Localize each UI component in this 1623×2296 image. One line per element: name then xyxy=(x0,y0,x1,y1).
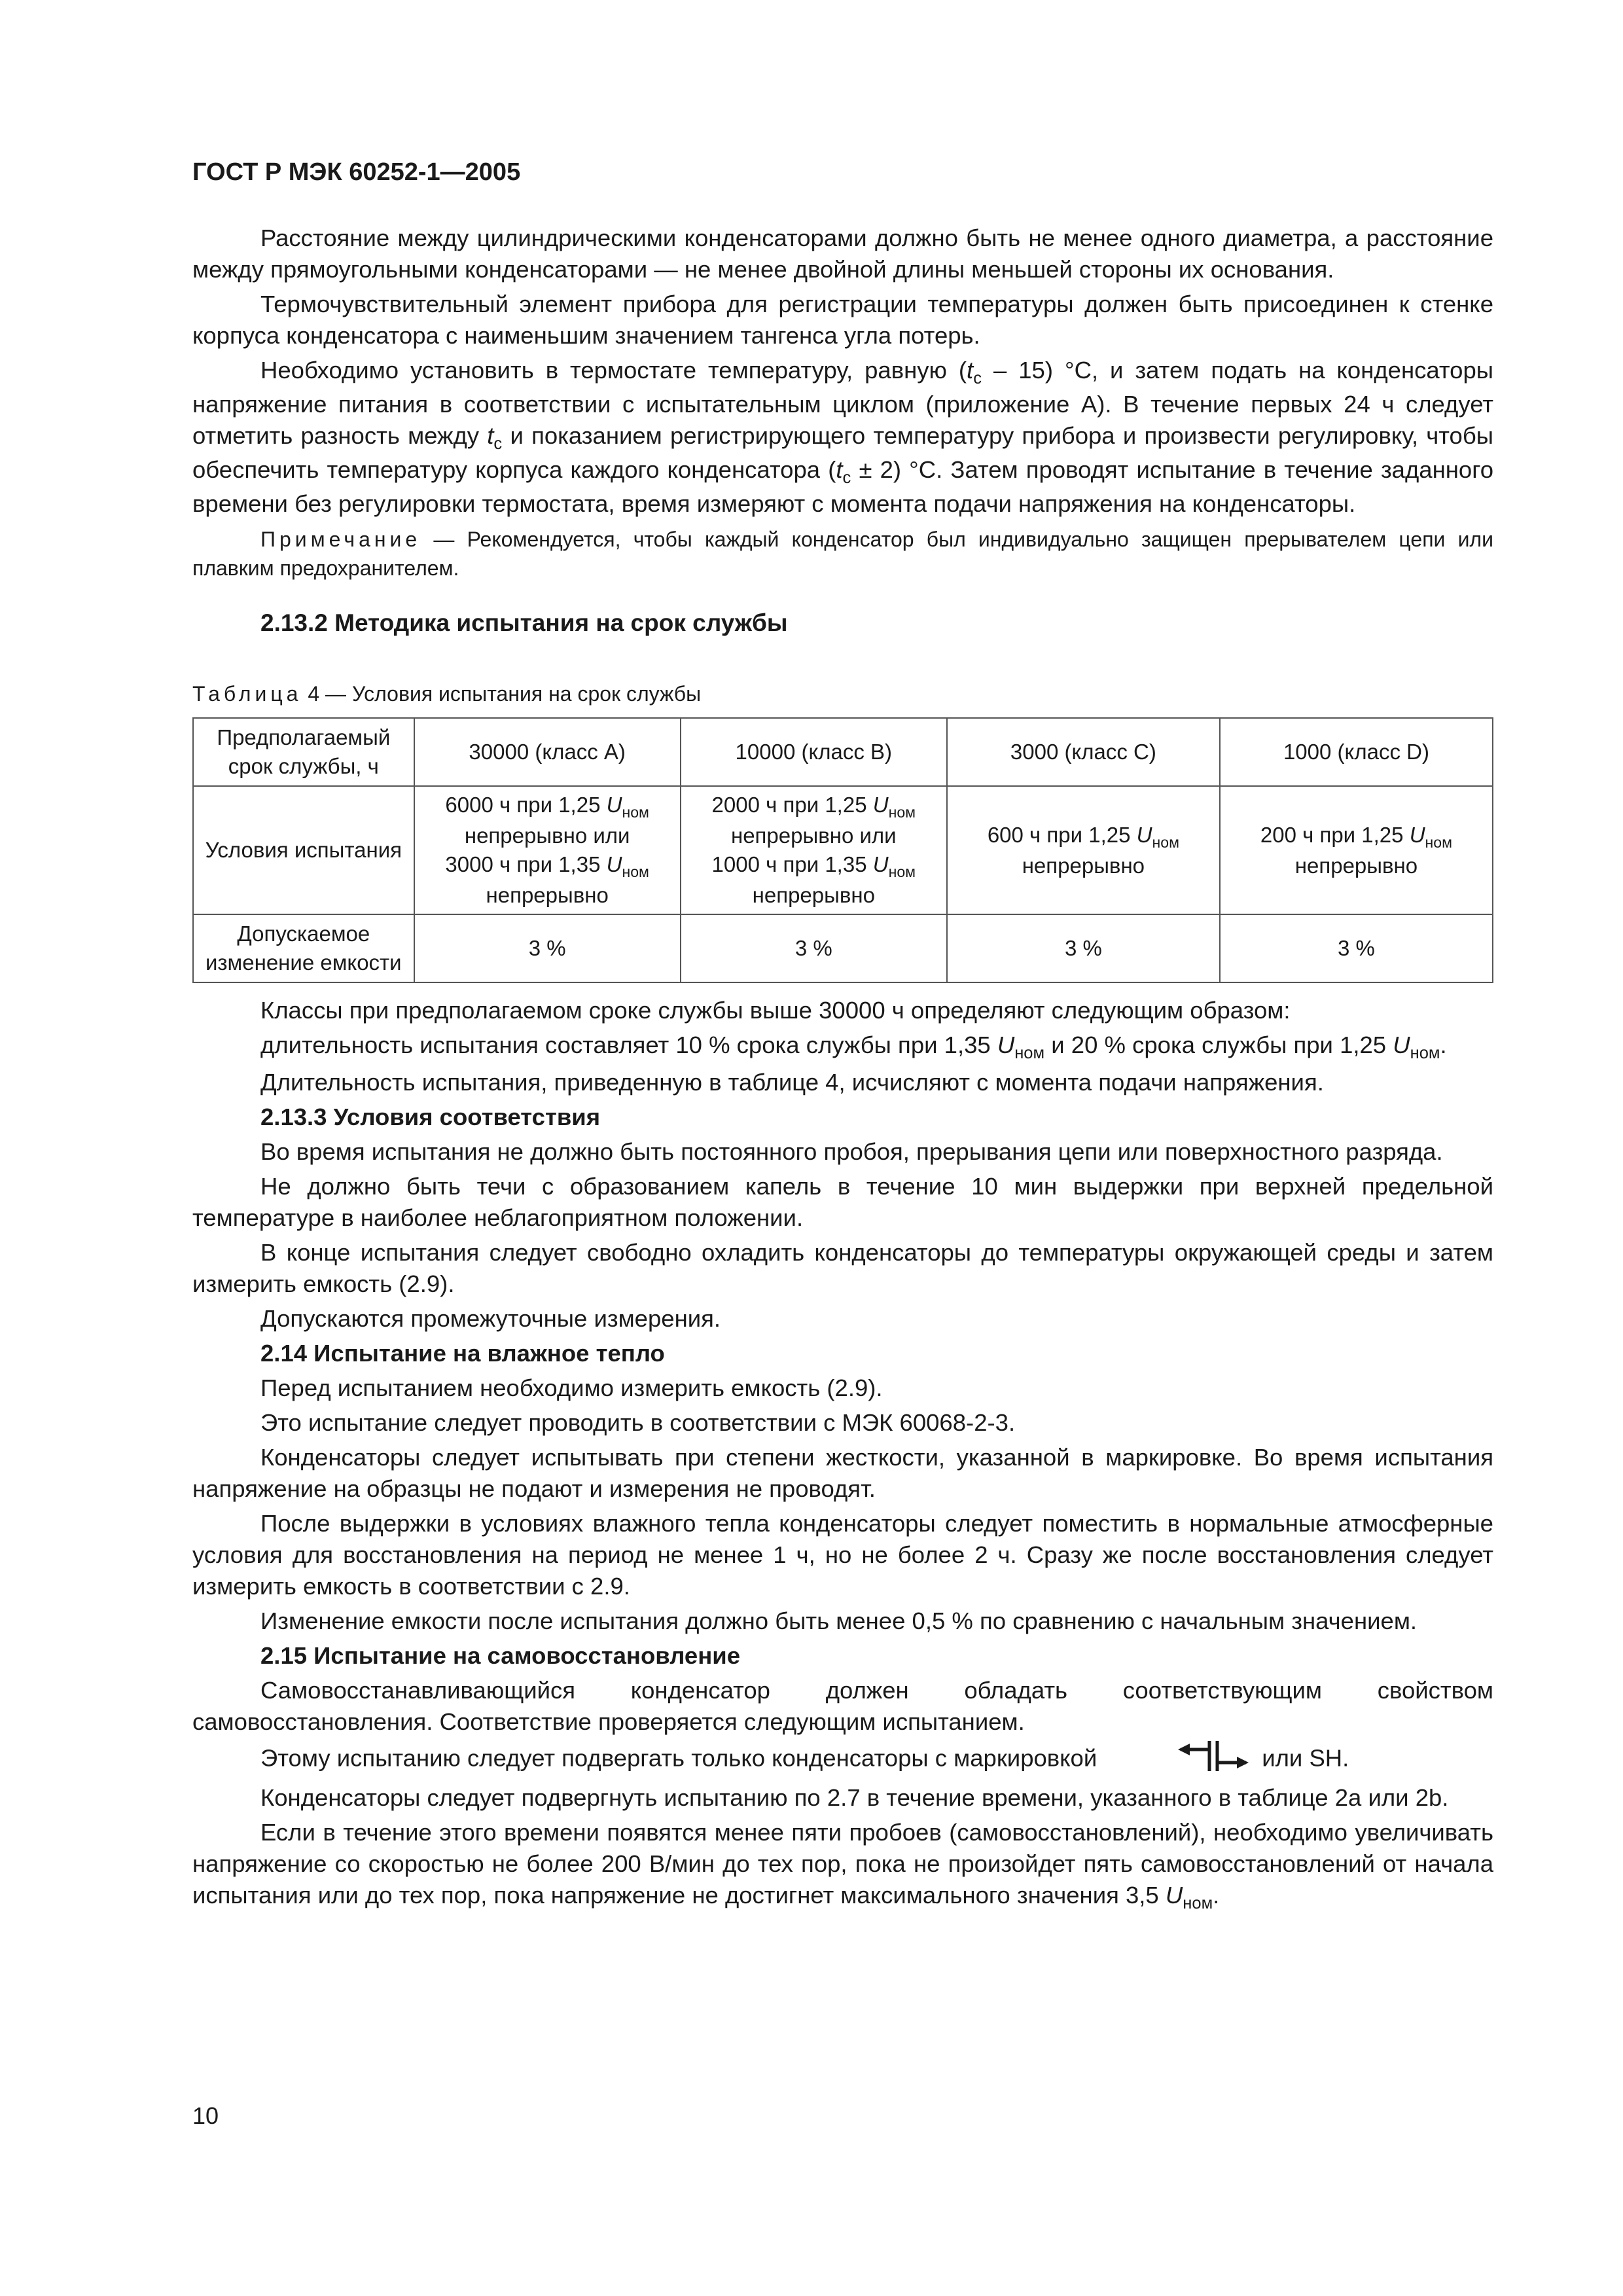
paragraph: После выдержки в условиях влажного тепла конденсаторы следует поместить в нормальные атмосферные условия для восстановления на период не менее 1 ч, но не более 2 ч. Сразу же после восстановления следует измерить емкость в соответствии с 2.9. xyxy=(192,1510,1493,1600)
paragraph: Если в течение этого времени появятся менее пяти пробоев (самовосстановлений), необходимо увеличивать напряжение со скоростью не более 200 В/мин до тех пор, пока не произойдет пять самовосстановлений от начала испытания или до тех пор, пока напряжение не достигнет максимального значения 3,5 $U_{ном}$. xyxy=(192,1819,1493,1912)
section-heading: 2.13.2 Методика испытания на срок службы xyxy=(260,609,788,636)
paragraph: Самовосстанавливающийся конденсатор должен обладать соответствующим свойством самовосстановления. Соответствие проверяется следующим испытанием. xyxy=(192,1677,1493,1735)
paragraph: Этому испытанию следует подвергать только конденсаторы с маркировкой или SH. xyxy=(192,1741,1493,1779)
paragraph: длительность испытания составляет 10 % срока службы при 1,35 $U_{ном}$ и 20 % срока службы при 1,25 $U_{ном}$. xyxy=(260,1031,1447,1062)
document-body xyxy=(192,223,1493,1917)
document-header: ГОСТ Р МЭК 60252-1—2005 xyxy=(192,158,521,186)
table-caption: Таблица 4 — Условия испытания на срок службы xyxy=(192,682,702,706)
table-row: Условия испытания 6000 ч при 1,25 $U_{ном}$ непрерывно или 3000 ч при 1,35 $U_{ном}$ непрерывно 2000 ч при 1,25 $U_{ном}$ непрерывно или 1000 ч при 1,35 $U_{ном}$ непрерывно 600 ч при 1,25 $U_{ном}$ непрерывно 200 ч при 1,25 $U_{ном}$ непрерывно xyxy=(193,786,1493,914)
table-4 xyxy=(192,717,1493,983)
paragraph: Перед испытанием необходимо измерить емкость (2.9). xyxy=(260,1374,883,1401)
section-heading: 2.15 Испытание на самовосстановление xyxy=(260,1642,741,1669)
paragraph: Не должно быть течи с образованием капель в течение 10 мин выдержки при верхней предельной температуре в наиболее неблагоприятном положении. xyxy=(192,1173,1493,1231)
paragraph: Конденсаторы следует испытывать при степени жесткости, указанной в маркировке. Во время испытания напряжение на образцы не подают и измерения не проводят. xyxy=(192,1444,1493,1502)
paragraph: Расстояние между цилиндрическими конденсаторами должно быть не менее одного диаметра, а расстояние между прямоугольными конденсаторами — не менее двойной длины меньшей стороны их основания. xyxy=(192,224,1493,283)
note-label: Примечание xyxy=(260,528,421,551)
paragraph: Классы при предполагаемом сроке службы выше 30000 ч определяют следующим образом: xyxy=(260,997,1291,1024)
section-heading: 2.13.3 Условия соответствия xyxy=(260,1103,601,1130)
paragraph: В конце испытания следует свободно охладить конденсаторы до температуры окружающей среды и затем измерить емкость (2.9). xyxy=(192,1239,1493,1297)
paragraph: Конденсаторы следует подвергнуть испытанию по 2.7 в течение времени, указанного в таблице 2а или 2b. xyxy=(260,1784,1449,1811)
paragraph: Термочувствительный элемент прибора для регистрации температуры должен быть присоединен к стенке корпуса конденсатора с наименьшим значением тангенса угла потерь. xyxy=(192,291,1493,349)
paragraph: Допускаются промежуточные измерения. xyxy=(260,1305,721,1332)
section-heading: 2.14 Испытание на влажное тепло xyxy=(260,1340,665,1367)
paragraph: Длительность испытания, приведенную в таблице 4, исчисляют с момента подачи напряжения. xyxy=(260,1069,1324,1096)
paragraph: Изменение емкости после испытания должно быть менее 0,5 % по сравнению с начальным значением. xyxy=(260,1607,1418,1634)
table-row: Предполагаемый срок службы, ч 30000 (класс А) 10000 (класс В) 3000 (класс С) 1000 (класс D) xyxy=(193,718,1493,786)
self-healing-capacitor-icon xyxy=(1110,1741,1249,1779)
paragraph: Это испытание следует проводить в соответствии с МЭК 60068-2-3. xyxy=(260,1409,1016,1436)
page-number: 10 xyxy=(192,2102,219,2129)
table-row: Допускаемое изменение емкости 3 % 3 % 3 % 3 % xyxy=(193,914,1493,982)
paragraph: Необходимо установить в термостате температуру, равную $(t_c - 15)$ °C, и затем подать на конденсаторы напряжение питания в соответствии с испытательным циклом (приложение А). В течение первых 24 ч следует отметить разность между $t_c$ и показанием регистрирующего температуру прибора и произвести регулировку, чтобы обеспечить температуру корпуса каждого конденсатора $(t_c \pm 2)$ °C. Затем проводят испытание в течение заданного времени без регулировки термостата, время измеряют с момента подачи напряжения на конденсаторы. xyxy=(192,357,1494,517)
paragraph: Во время испытания не должно быть постоянного пробоя, прерывания цепи или поверхностного разряда. xyxy=(260,1138,1443,1165)
note: Примечание — Рекомендуется, чтобы каждый конденсатор был индивидуально защищен прерывателем цепи или плавким предохранителем. xyxy=(192,528,1493,580)
